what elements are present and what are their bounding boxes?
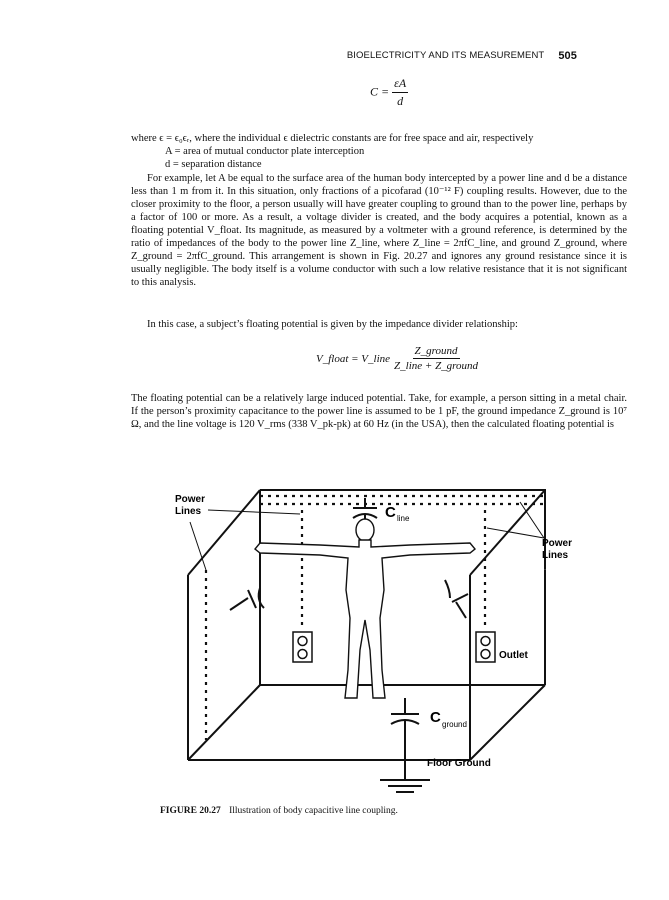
paragraph-1: For example, let A be equal to the surface area of the human body intercepted by a power line and d be a distance less than 1 m from it. In this situation, only fractions of a picofarad (10⁻¹² F) coupling results. However, due to the closer proximity to the floor, a person usually will have greater coupling to ground than to the power line, perhaps by a factor of 100 or more. As a result, a voltage divider is created, and the body acquires a potential, known as a floating potential V_float. Its magnitude, as measured by a voltmeter with a ground reference, is determined by the ratio of impedances of the body to the power line Z_line, where Z_line = 2πfC_line, and ground Z_ground, where Z_ground = 2πfC_ground. This arrangement is shown in Fig. 20.27 and ignores any ground resistance since it is usually negligible. The body itself is a volume conductor with such a low relative resistance that it is not significant to this analysis.	[131, 173, 627, 288]
definitions-block	[131, 132, 631, 171]
figure-caption	[160, 806, 398, 816]
definition-area: A = area of mutual conductor plate interception	[165, 146, 365, 157]
equation-lhs: C =	[370, 84, 390, 99]
leader-left	[208, 510, 300, 514]
power-lines-left-label: Power Lines	[175, 528, 181, 529]
definition-epsilon: where ϵ = ϵ₀ϵᵣ, where the individual ϵ dielectric constants are for free space and air, respectively	[131, 133, 534, 144]
c-line-label: C	[385, 504, 396, 521]
page-number: 505	[558, 50, 577, 62]
capacitive-coupling-figure	[160, 470, 580, 800]
equation-denominator: d	[397, 94, 404, 108]
floor-ground-label: Floor Ground	[427, 758, 491, 769]
human-figure	[255, 519, 475, 698]
leader-right-2	[520, 502, 544, 538]
equation-fraction	[392, 76, 408, 109]
c-line-subscript: line	[397, 514, 410, 523]
paragraph-2: In this case, a subject’s floating potential is given by the impedance divider relationship:	[147, 319, 518, 330]
capacitor-ground-symbol	[380, 698, 430, 792]
capacitance-equation	[370, 76, 408, 109]
caption-text: Illustration of body capacitive line coupling.	[229, 806, 398, 816]
power-lines-right-label-2: Lines	[542, 550, 569, 561]
paragraph-3: The floating potential can be a relatively large induced potential. Take, for example, a person sitting in a metal chair. If the person’s proximity capacitance to the power line is assumed to be 1 pF, the ground impedance Z_ground is 10⁷ Ω, and the line voltage is 120 V_rms (338 V_pk-pk) at 60 Hz (in the USA), then the calculated floating potential is	[131, 393, 627, 430]
leader-right	[487, 528, 544, 538]
running-title: BIOELECTRICITY AND ITS MEASUREMENT	[346, 50, 545, 61]
c-ground-label: C	[430, 709, 441, 726]
power-lines-left-label-1: Power	[175, 494, 206, 505]
definition-distance: d = separation distance	[165, 159, 262, 170]
outlet-label: Outlet	[499, 650, 528, 661]
outlet-right	[476, 632, 495, 662]
c-ground-subscript: ground	[442, 720, 467, 729]
floating-potential-equation	[316, 345, 478, 372]
outlet-left	[293, 632, 312, 662]
equation-float-lhs: V_float = V_line	[316, 352, 391, 365]
equation-float-fraction	[394, 345, 478, 372]
power-lines-right-label-1: Power	[542, 538, 573, 549]
equation-float-denominator: Z_line + Z_ground	[394, 360, 479, 372]
capacitor-side-left	[230, 588, 264, 610]
caption-label: FIGURE 20.27	[160, 806, 221, 816]
running-header	[347, 50, 577, 62]
power-lines-left-label-2: Lines	[175, 506, 202, 517]
power-lines-right-label: Power Lines	[542, 570, 548, 571]
equation-numerator: εA	[392, 76, 408, 93]
equation-float-numerator: Z_ground	[414, 345, 458, 357]
capacitor-side-right	[445, 580, 468, 618]
